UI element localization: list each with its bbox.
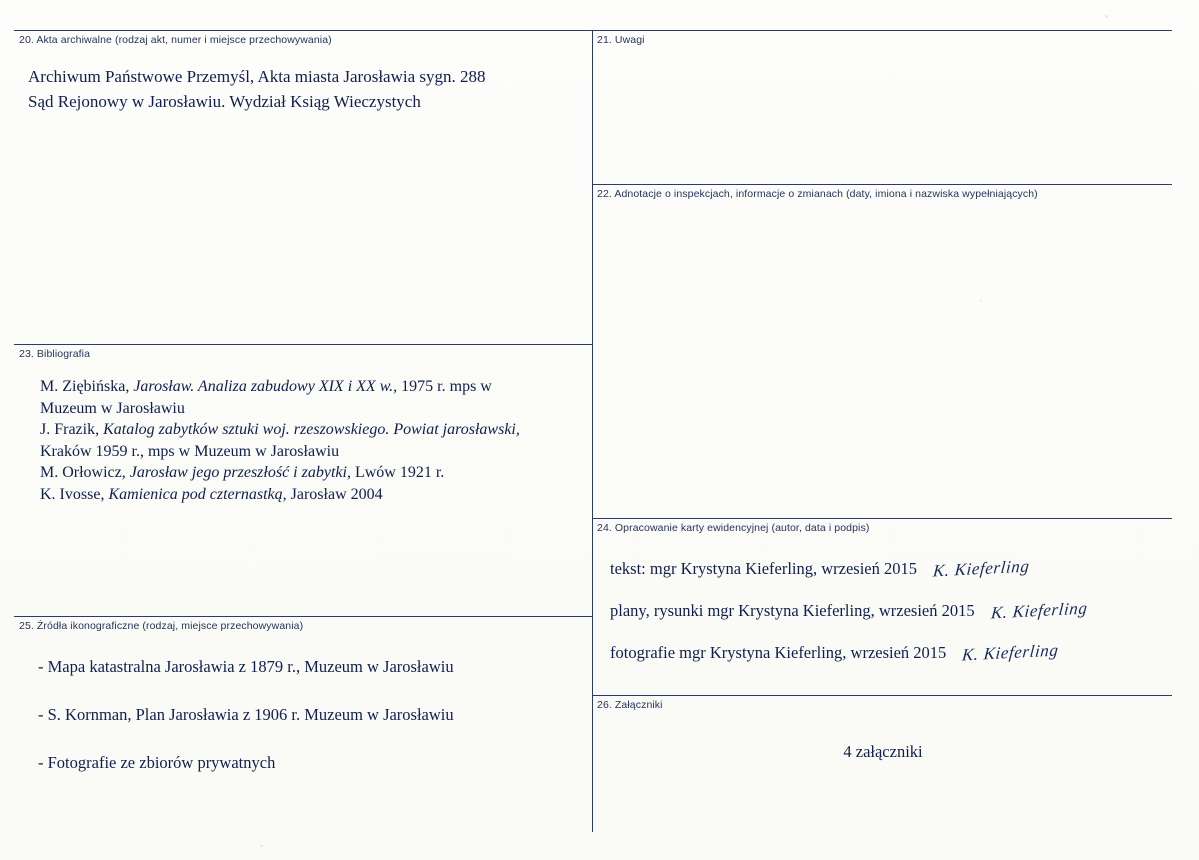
field-23-label: 23. Bibliografia [19, 348, 91, 360]
bib-title: Jarosław jego przeszłość i zabytki [129, 464, 347, 481]
bib-text: Kraków 1959 r., mps w Muzeum w Jarosławiu [40, 442, 340, 460]
field-24-content [592, 534, 1172, 684]
bib-text: , 1975 r. mps w [393, 378, 492, 395]
field-22-content [592, 200, 1172, 210]
bib-text: , Lwów 1921 r. [346, 464, 445, 481]
field-21-remarks [592, 30, 1172, 184]
field-21-content [592, 46, 1172, 56]
bib-title: Kamienica pod czternastką [108, 485, 283, 503]
authorship-text: plany, rysunki mgr Krystyna Kieferling, wrzesień 2015 [610, 601, 975, 620]
field-25-label: 25. Źródła ikonograficzne (rodzaj, miejsce przechowywania) [19, 620, 304, 632]
evidence-card-sheet [14, 30, 1172, 832]
field-21-label: 21. Uwagi [597, 34, 645, 46]
field-26-content: 4 załączniki [843, 742, 923, 761]
field-25-iconographic-sources [14, 616, 592, 832]
bib-text: M. Orłowicz, [40, 464, 130, 481]
bibliography-line [40, 398, 580, 420]
authorship-row [610, 642, 1160, 684]
bib-text: Muzeum w Jarosławiu [40, 399, 185, 417]
bibliography-line [40, 484, 580, 506]
field-24-card-authorship [592, 518, 1172, 695]
bibliography-line [40, 462, 580, 484]
handwritten-signature: K. Kieferling [961, 640, 1060, 665]
field-26-label: 26. Załączniki [597, 699, 663, 711]
bib-text: , Jarosław 2004 [282, 485, 383, 503]
field-20-archival-records [14, 30, 592, 344]
bib-title: Katalog zabytków sztuki woj. rzeszowskiego. Powiat jarosławski, [103, 421, 520, 438]
bib-text: K. Ivosse, [40, 485, 109, 503]
handwritten-signature: K. Kieferling [989, 598, 1089, 623]
field-26-attachments [592, 695, 1172, 832]
bibliography-line [40, 441, 580, 463]
field-22-label: 22. Adnotacje o inspekcjach, informacje o zmianach (daty, imiona i nazwiska wypełniających) [597, 188, 1038, 200]
authorship-row [610, 558, 1160, 600]
field-20-label: 20. Akta archiwalne (rodzaj akt, numer i miejsce przechowywania) [19, 34, 332, 46]
field-25-content [14, 632, 592, 774]
list-item: - Mapa katastralna Jarosławia z 1879 r., Muzeum w Jarosławiu [38, 657, 454, 676]
handwritten-signature: K. Kieferling [932, 556, 1031, 581]
authorship-text: tekst: mgr Krystyna Kieferling, wrzesień 2015 [610, 559, 918, 578]
scan-artifact [260, 845, 263, 847]
scan-artifact [1105, 15, 1108, 18]
bib-text: M. Ziębińska, [40, 378, 134, 395]
list-item: - S. Kornman, Plan Jarosławia z 1906 r. Muzeum w Jarosławiu [38, 705, 454, 724]
field-24-label: 24. Opracowanie karty ewidencyjnej (autor, data i podpis) [597, 522, 870, 534]
authorship-row [610, 600, 1160, 642]
bibliography-line [40, 419, 580, 441]
list-item: - Fotografie ze zbiorów prywatnych [38, 753, 276, 772]
scan-artifact [980, 300, 982, 302]
bib-text: J. Frazik, [40, 421, 104, 438]
bib-title: Jarosław. Analiza zabudowy XIX i XX w. [133, 378, 394, 395]
authorship-text: fotografie mgr Krystyna Kieferling, wrzesień 2015 [610, 643, 947, 662]
field-23-content [14, 360, 592, 505]
field-20-line-2: Sąd Rejonowy w Jarosławiu. Wydział Ksiąg Wieczystych [28, 92, 421, 111]
bibliography-line [40, 376, 580, 398]
field-23-bibliography [14, 344, 592, 616]
field-22-inspection-notes [592, 184, 1172, 518]
field-20-content [14, 46, 592, 114]
field-20-line-1: Archiwum Państwowe Przemyśl, Akta miasta Jarosławia sygn. 288 [28, 67, 486, 86]
